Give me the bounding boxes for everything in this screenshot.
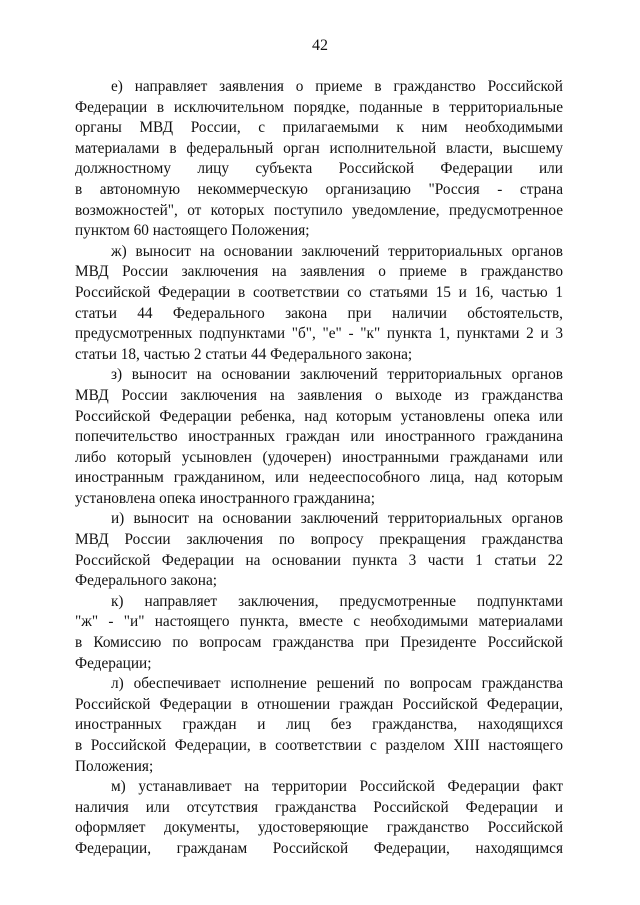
page-number: 42 [312,37,328,54]
text-line: установлена опека иностранного гражданина; [75,489,375,507]
text-line: Российской Федерации на основании пункта 3 части 1 статьи 22 [75,551,563,569]
text-line: статьи 18, частью 2 статьи 44 Федерального закона; [75,345,413,363]
text-line: иностранных граждан и лиц без гражданства, находящихся [75,716,563,734]
text-line: Федерации в исключительном порядке, поданные в территориальные [75,98,563,116]
document-body [75,77,563,860]
text-line: л) обеспечивает исполнение решений по вопросам гражданства [111,675,563,693]
paragraph-m [75,777,563,859]
text-line: Федерального закона; [75,572,217,590]
paragraph-zh [75,242,563,366]
text-line: м) устанавливает на территории Российской Федерации факт [111,778,563,796]
paragraph-i [75,509,563,591]
paragraph-k [75,592,563,674]
text-line: наличия или отсутствия гражданства Российской Федерации и [75,798,563,816]
text-line: органы МВД России, с прилагаемыми к ним необходимыми [75,119,563,137]
text-line: в автономную некоммерческую организацию "Россия - страна [75,180,563,198]
paragraph-e [75,77,563,242]
text-line: предусмотренных подпунктами "б", "е" - "к" пункта 1, пунктами 2 и 3 [75,325,563,343]
text-line: пунктом 60 настоящего Положения; [75,222,310,240]
text-line: Федерации; [75,654,152,672]
text-line: Российской Федерации в отношении граждан Российской Федерации, [75,695,563,713]
text-line: в Комиссию по вопросам гражданства при Президенте Российской [75,634,563,652]
text-line: МВД России заключения на заявления о выходе из гражданства [75,386,563,404]
text-line: оформляет документы, удостоверяющие гражданство Российской [75,819,563,837]
text-line: Российской Федерации в соответствии со статьями 15 и 16, частью 1 [75,283,563,301]
paragraph-z [75,365,563,509]
text-line: ж) выносит на основании заключений территориальных органов [111,242,563,260]
text-line: либо который усыновлен (удочерен) иностранными гражданами или [75,448,563,466]
text-line: МВД России заключения на заявления о приеме в гражданство [75,263,563,281]
text-line: попечительство иностранных граждан или иностранного гражданина [75,428,563,446]
text-line: в Российской Федерации, в соответствии с разделом XIII настоящего [75,737,563,754]
text-line: и) выносит на основании заключений территориальных органов [111,510,563,528]
text-line: возможностей", от которых поступило уведомление, предусмотренное [75,201,563,219]
text-line: должностному лицу субъекта Российской Федерации или [75,160,563,178]
text-line: Положения; [75,757,154,775]
text-line: к) направляет заключения, предусмотренные подпунктами [111,592,563,610]
text-line: материалами в федеральный орган исполнительной власти, высшему [75,139,563,157]
text-line: Федерации, гражданам Российской Федерации, находящимся [75,839,563,857]
paragraph-l [75,674,563,777]
text-line: Российской Федерации ребенка, над которым установлены опека или [75,407,563,425]
text-line: е) направляет заявления о приеме в гражданство Российской [111,78,563,95]
text-line: з) выносит на основании заключений территориальных органов [111,366,563,384]
text-line: "ж" - "и" настоящего пункта, вместе с необходимыми материалами [75,613,563,631]
text-line: статьи 44 Федерального закона при наличии обстоятельств, [75,304,563,322]
text-line: МВД России заключения по вопросу прекращения гражданства [75,531,563,549]
text-line: иностранным гражданином, или недееспособного лица, над которым [75,469,563,487]
